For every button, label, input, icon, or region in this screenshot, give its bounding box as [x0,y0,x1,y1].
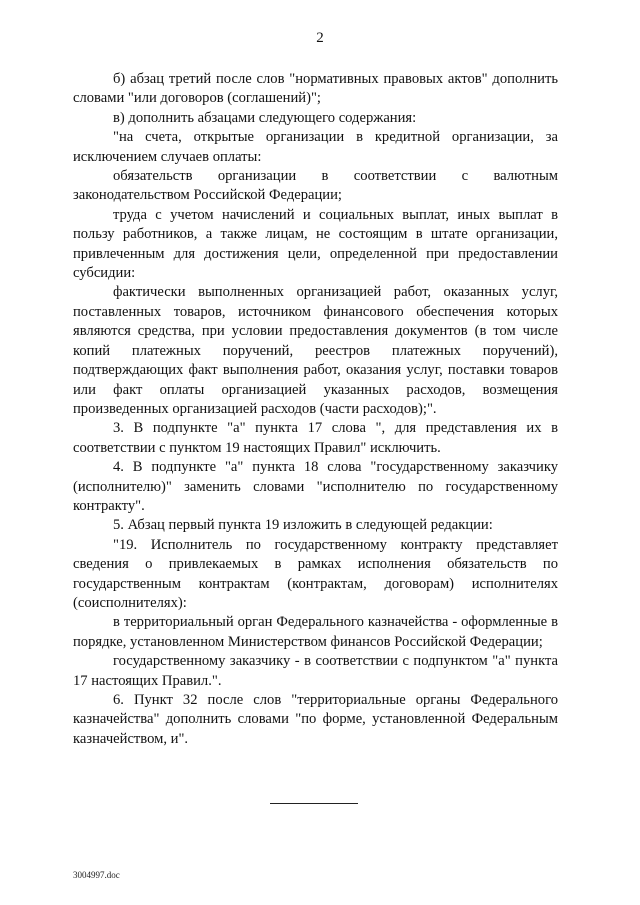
paragraph: 4. В подпункте "а" пункта 18 слова "государственному заказчику (исполнителю)" заменить словами "исполнителю по государственному контракту". [73,459,558,514]
document-code: 3004997.doc [73,870,120,880]
paragraph: в территориальный орган Федерального казначейства - оформленные в порядке, установленном Министерством финансов Российской Федерации; [73,614,558,650]
paragraph: "на счета, открытые организации в кредитной организации, за исключением случаев оплаты: [73,129,558,165]
paragraph: 5. Абзац первый пункта 19 изложить в следующей редакции: [113,517,493,534]
paragraph: труда с учетом начислений и социальных выплат, иных выплат в пользу работников, а также лицам, не состоящим в штате организации, привлеченным для достижения цели, определенной при предоставлении субсидии: [73,206,558,282]
paragraph: 3. В подпункте "а" пункта 17 слова ", для представления их в соответствии с пунктом 19 настоящих Правил" исключить. [73,420,558,456]
paragraph: б) абзац третий после слов "нормативных правовых актов" дополнить словами "или договоров (соглашений)"; [73,71,558,107]
paragraph: в) дополнить абзацами следующего содержания: [113,109,417,126]
paragraph: обязательств организации в соответствии с валютным законодательством Российской Федерации; [73,168,558,204]
page-number: 2 [316,30,324,46]
document-body [73,70,558,749]
paragraph: фактически выполненных организацией работ, оказанных услуг, поставленных товаров, источником финансового обеспечения которых являются средства, при условии предоставления документов (в том числе копий платежных поручений, реестров платежных поручений), подтверждающих факт выполнения работ, оказания услуг, поставки товаров или факт оплаты организацией указанных расходов, возмещения произведенных организацией расходов (части расходов);". [73,284,558,417]
paragraph: "19. Исполнитель по государственному контракту представляет сведения о привлекаемых в рамках исполнения обязательств по государственным контрактам (контрактам, договорам) исполнителях (соисполнителях): [73,536,558,611]
paragraph: 6. Пункт 32 после слов "территориальные органы Федерального казначейства" дополнить словами "по форме, установленной Федеральным казначейством, и". [73,692,558,747]
end-divider-line [270,803,358,804]
paragraph: государственному заказчику - в соответствии с подпунктом "а" пункта 17 настоящих Правил.". [73,653,558,689]
